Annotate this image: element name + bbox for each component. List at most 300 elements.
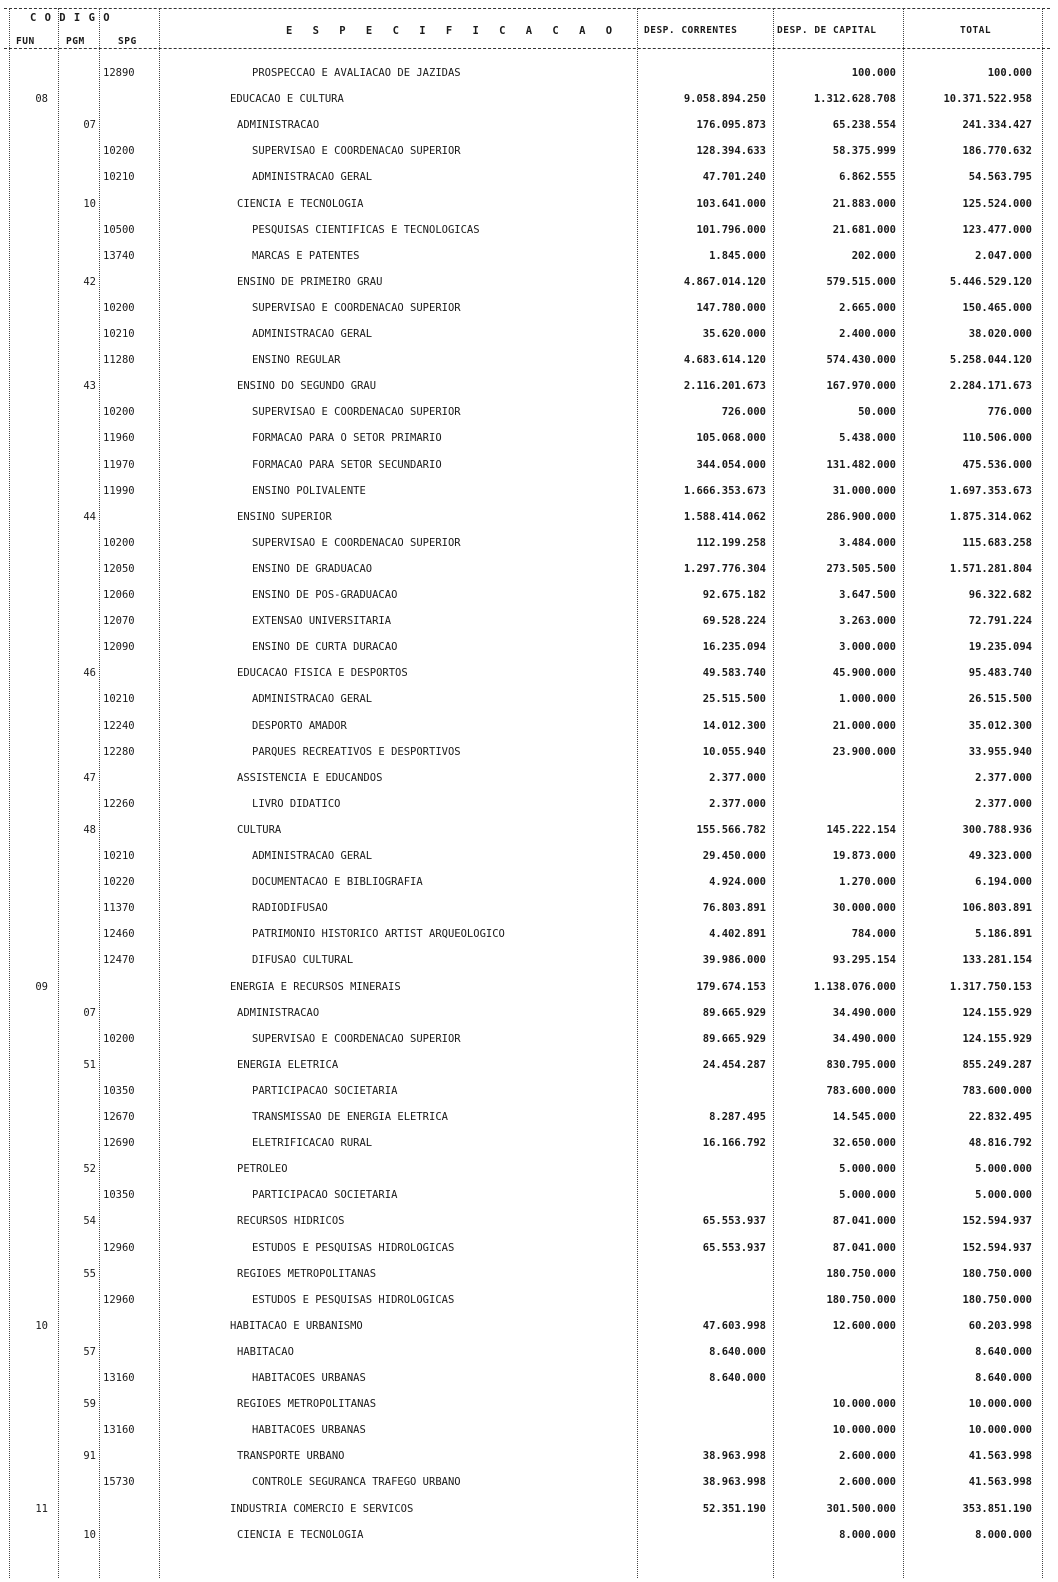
current-expenses: 1.297.776.304	[683, 563, 766, 575]
table-row	[0, 118, 1058, 132]
specification: ADMINISTRACAO	[237, 119, 320, 131]
capital-expenses: 50.000	[858, 406, 896, 418]
specification: PATRIMONIO HISTORICO ARTIST ARQUEOLOGICO	[252, 928, 505, 940]
capital-expenses: 34.490.000	[832, 1007, 896, 1019]
capital-expenses: 5.000.000	[839, 1189, 896, 1201]
capital-expenses: 3.647.500	[839, 589, 896, 601]
specification: HABITACAO E URBANISMO	[230, 1320, 363, 1332]
subprogram-code: 12050	[103, 563, 135, 575]
table-row	[0, 1502, 1058, 1516]
total-value: 152.594.937	[962, 1242, 1032, 1254]
total-value: 48.816.792	[968, 1137, 1032, 1149]
capital-expenses: 273.505.500	[826, 563, 896, 575]
capital-expenses: 6.862.555	[839, 171, 896, 183]
total-value: 133.281.154	[962, 954, 1032, 966]
capital-expenses: 202.000	[851, 250, 896, 262]
subprogram-code: 10200	[103, 1033, 135, 1045]
specification: RADIODIFUSAO	[252, 902, 328, 914]
specification: ENSINO DE CURTA DURACAO	[252, 641, 398, 653]
table-row	[0, 1528, 1058, 1542]
subprogram-code: 12280	[103, 746, 135, 758]
current-expenses: 35.620.000	[702, 328, 766, 340]
specification: ADMINISTRACAO GERAL	[252, 328, 373, 340]
current-expenses: 65.553.937	[702, 1242, 766, 1254]
specification: ADMINISTRACAO GERAL	[252, 171, 373, 183]
specification: FORMACAO PARA SETOR SECUNDARIO	[252, 459, 442, 471]
table-row	[0, 197, 1058, 211]
current-expenses: 16.166.792	[702, 1137, 766, 1149]
subprogram-code: 11280	[103, 354, 135, 366]
table-row	[0, 745, 1058, 759]
total-value: 776.000	[987, 406, 1032, 418]
total-value: 106.803.891	[962, 902, 1032, 914]
total-value: 1.317.750.153	[949, 981, 1032, 993]
table-row	[0, 640, 1058, 654]
total-value: 54.563.795	[968, 171, 1032, 183]
total-value: 38.020.000	[968, 328, 1032, 340]
specification: SUPERVISAO E COORDENACAO SUPERIOR	[252, 1033, 461, 1045]
capital-expenses: 574.430.000	[826, 354, 896, 366]
specification: ENERGIA ELETRICA	[237, 1059, 339, 1071]
current-expenses: 8.640.000	[709, 1372, 766, 1384]
total-value: 22.832.495	[968, 1111, 1032, 1123]
table-row	[0, 458, 1058, 472]
total-value: 60.203.998	[968, 1320, 1032, 1332]
current-expenses: 8.287.495	[709, 1111, 766, 1123]
current-expenses: 47.701.240	[702, 171, 766, 183]
table-row	[0, 666, 1058, 680]
specification: CIENCIA E TECNOLOGIA	[237, 1529, 364, 1541]
capital-expenses: 10.000.000	[832, 1424, 896, 1436]
subprogram-code: 12890	[103, 67, 135, 79]
table-row	[0, 327, 1058, 341]
table-row	[0, 536, 1058, 550]
table-row	[0, 379, 1058, 393]
table-row	[0, 588, 1058, 602]
program-code: 59	[83, 1398, 96, 1410]
capital-expenses: 2.400.000	[839, 328, 896, 340]
capital-expenses: 65.238.554	[832, 119, 896, 131]
table-row	[0, 1006, 1058, 1020]
table-row	[0, 1084, 1058, 1098]
capital-expenses: 21.681.000	[832, 224, 896, 236]
capital-expenses: 3.000.000	[839, 641, 896, 653]
current-expenses: 1.845.000	[709, 250, 766, 262]
capital-expenses: 783.600.000	[826, 1085, 896, 1097]
table-row	[0, 170, 1058, 184]
specification: EXTENSAO UNIVERSITARIA	[252, 615, 392, 627]
header-total: TOTAL	[960, 25, 992, 36]
table-row	[0, 1345, 1058, 1359]
table-row	[0, 875, 1058, 889]
table-row	[0, 1110, 1058, 1124]
subprogram-code: 12060	[103, 589, 135, 601]
total-value: 152.594.937	[962, 1215, 1032, 1227]
total-value: 49.323.000	[968, 850, 1032, 862]
specification: ASSISTENCIA E EDUCANDOS	[237, 772, 383, 784]
current-expenses: 65.553.937	[702, 1215, 766, 1227]
table-row	[0, 92, 1058, 106]
program-code: 07	[83, 1007, 96, 1019]
capital-expenses: 8.000.000	[839, 1529, 896, 1541]
subprogram-code: 12690	[103, 1137, 135, 1149]
subprogram-code: 12240	[103, 720, 135, 732]
total-value: 353.851.190	[962, 1503, 1032, 1515]
capital-expenses: 1.000.000	[839, 693, 896, 705]
total-value: 123.477.000	[962, 224, 1032, 236]
current-expenses: 10.055.940	[702, 746, 766, 758]
specification: RECURSOS HIDRICOS	[237, 1215, 345, 1227]
table-row	[0, 901, 1058, 915]
total-value: 110.506.000	[962, 432, 1032, 444]
capital-expenses: 10.000.000	[832, 1398, 896, 1410]
subprogram-code: 10210	[103, 171, 135, 183]
current-expenses: 128.394.633	[696, 145, 766, 157]
total-value: 2.377.000	[975, 798, 1032, 810]
table-row	[0, 301, 1058, 315]
subprogram-code: 10210	[103, 693, 135, 705]
current-expenses: 155.566.782	[696, 824, 766, 836]
header-top-rule	[4, 8, 1050, 9]
total-value: 41.563.998	[968, 1450, 1032, 1462]
subprogram-code: 11970	[103, 459, 135, 471]
specification: SUPERVISAO E COORDENACAO SUPERIOR	[252, 302, 461, 314]
total-value: 10.000.000	[968, 1424, 1032, 1436]
subprogram-code: 12670	[103, 1111, 135, 1123]
total-value: 33.955.940	[968, 746, 1032, 758]
specification: EDUCACAO E CULTURA	[230, 93, 344, 105]
header-codigo: C O D I G O	[30, 12, 111, 24]
total-value: 41.563.998	[968, 1476, 1032, 1488]
specification: REGIOES METROPOLITANAS	[237, 1268, 377, 1280]
function-code: 11	[35, 1503, 48, 1515]
capital-expenses: 32.650.000	[832, 1137, 896, 1149]
specification: ESTUDOS E PESQUISAS HIDROLOGICAS	[252, 1294, 455, 1306]
capital-expenses: 3.484.000	[839, 537, 896, 549]
current-expenses: 76.803.891	[702, 902, 766, 914]
current-expenses: 2.377.000	[709, 798, 766, 810]
capital-expenses: 167.970.000	[826, 380, 896, 392]
specification: ADMINISTRACAO GERAL	[252, 693, 373, 705]
specification: ENERGIA E RECURSOS MINERAIS	[230, 981, 401, 993]
capital-expenses: 30.000.000	[832, 902, 896, 914]
subprogram-code: 12070	[103, 615, 135, 627]
specification: SUPERVISAO E COORDENACAO SUPERIOR	[252, 537, 461, 549]
total-value: 300.788.936	[962, 824, 1032, 836]
total-value: 1.697.353.673	[949, 485, 1032, 497]
table-row	[0, 223, 1058, 237]
current-expenses: 24.454.287	[702, 1059, 766, 1071]
subprogram-code: 10210	[103, 328, 135, 340]
column-rule	[9, 8, 10, 1578]
table-row	[0, 405, 1058, 419]
specification: SUPERVISAO E COORDENACAO SUPERIOR	[252, 145, 461, 157]
current-expenses: 39.986.000	[702, 954, 766, 966]
total-value: 10.000.000	[968, 1398, 1032, 1410]
table-row	[0, 1371, 1058, 1385]
capital-expenses: 579.515.000	[826, 276, 896, 288]
capital-expenses: 180.750.000	[826, 1268, 896, 1280]
capital-expenses: 87.041.000	[832, 1215, 896, 1227]
current-expenses: 147.780.000	[696, 302, 766, 314]
program-code: 52	[83, 1163, 96, 1175]
capital-expenses: 180.750.000	[826, 1294, 896, 1306]
specification: TRANSPORTE URBANO	[237, 1450, 345, 1462]
total-value: 5.258.044.120	[949, 354, 1032, 366]
capital-expenses: 34.490.000	[832, 1033, 896, 1045]
table-row	[0, 823, 1058, 837]
table-row	[0, 1319, 1058, 1333]
capital-expenses: 87.041.000	[832, 1242, 896, 1254]
specification: DOCUMENTACAO E BIBLIOGRAFIA	[252, 876, 423, 888]
current-expenses: 2.116.201.673	[683, 380, 766, 392]
table-row	[0, 614, 1058, 628]
table-row	[0, 1293, 1058, 1307]
subprogram-code: 13740	[103, 250, 135, 262]
current-expenses: 112.199.258	[696, 537, 766, 549]
current-expenses: 16.235.094	[702, 641, 766, 653]
total-value: 241.334.427	[962, 119, 1032, 131]
header-especificacao: E S P E C I F I C A C A O	[286, 25, 620, 37]
column-rule	[99, 8, 100, 1578]
specification: TRANSMISSAO DE ENERGIA ELETRICA	[252, 1111, 448, 1123]
subprogram-code: 12470	[103, 954, 135, 966]
table-row	[0, 719, 1058, 733]
specification: HABITACOES URBANAS	[252, 1372, 366, 1384]
subprogram-code: 10220	[103, 876, 135, 888]
specification: HABITACAO	[237, 1346, 294, 1358]
current-expenses: 4.924.000	[709, 876, 766, 888]
subprogram-code: 10200	[103, 406, 135, 418]
subprogram-code: 10500	[103, 224, 135, 236]
program-code: 10	[83, 1529, 96, 1541]
current-expenses: 69.528.224	[702, 615, 766, 627]
table-row	[0, 980, 1058, 994]
table-row	[0, 249, 1058, 263]
table-row	[0, 953, 1058, 967]
specification: LIVRO DIDATICO	[252, 798, 341, 810]
current-expenses: 2.377.000	[709, 772, 766, 784]
total-value: 8.640.000	[975, 1372, 1032, 1384]
function-code: 10	[35, 1320, 48, 1332]
table-row	[0, 353, 1058, 367]
specification: PETROLEO	[237, 1163, 288, 1175]
header-spg: SPG	[118, 36, 137, 47]
current-expenses: 101.796.000	[696, 224, 766, 236]
total-value: 2.047.000	[975, 250, 1032, 262]
capital-expenses: 1.312.628.708	[813, 93, 896, 105]
specification: INDUSTRIA COMERCIO E SERVICOS	[230, 1503, 414, 1515]
current-expenses: 179.674.153	[696, 981, 766, 993]
column-rule	[903, 8, 904, 1578]
subprogram-code: 10200	[103, 537, 135, 549]
current-expenses: 4.683.614.120	[683, 354, 766, 366]
header-desp-capital: DESP. DE CAPITAL	[777, 25, 877, 36]
header-pgm: PGM	[66, 36, 85, 47]
program-code: 55	[83, 1268, 96, 1280]
function-code: 08	[35, 93, 48, 105]
specification: PROSPECCAO E AVALIACAO DE JAZIDAS	[252, 67, 461, 79]
total-value: 6.194.000	[975, 876, 1032, 888]
table-row	[0, 66, 1058, 80]
total-value: 5.446.529.120	[949, 276, 1032, 288]
total-value: 100.000	[987, 67, 1032, 79]
subprogram-code: 12260	[103, 798, 135, 810]
current-expenses: 47.603.998	[702, 1320, 766, 1332]
capital-expenses: 1.270.000	[839, 876, 896, 888]
program-code: 51	[83, 1059, 96, 1071]
subprogram-code: 11960	[103, 432, 135, 444]
capital-expenses: 3.263.000	[839, 615, 896, 627]
table-row	[0, 510, 1058, 524]
table-row	[0, 431, 1058, 445]
specification: MARCAS E PATENTES	[252, 250, 360, 262]
table-row	[0, 1423, 1058, 1437]
capital-expenses: 14.545.000	[832, 1111, 896, 1123]
total-value: 186.770.632	[962, 145, 1032, 157]
specification: ENSINO DE POS-GRADUACAO	[252, 589, 398, 601]
current-expenses: 38.963.998	[702, 1476, 766, 1488]
current-expenses: 14.012.300	[702, 720, 766, 732]
current-expenses: 29.450.000	[702, 850, 766, 862]
current-expenses: 1.588.414.062	[683, 511, 766, 523]
capital-expenses: 100.000	[851, 67, 896, 79]
subprogram-code: 15730	[103, 1476, 135, 1488]
current-expenses: 4.402.891	[709, 928, 766, 940]
total-value: 2.284.171.673	[949, 380, 1032, 392]
specification: CIENCIA E TECNOLOGIA	[237, 198, 364, 210]
current-expenses: 726.000	[721, 406, 766, 418]
program-code: 10	[83, 198, 96, 210]
current-expenses: 38.963.998	[702, 1450, 766, 1462]
program-code: 91	[83, 1450, 96, 1462]
specification: DIFUSAO CULTURAL	[252, 954, 354, 966]
table-row	[0, 1214, 1058, 1228]
capital-expenses: 2.600.000	[839, 1450, 896, 1462]
capital-expenses: 31.000.000	[832, 485, 896, 497]
specification: PESQUISAS CIENTIFICAS E TECNOLOGICAS	[252, 224, 480, 236]
total-value: 180.750.000	[962, 1268, 1032, 1280]
table-row	[0, 1475, 1058, 1489]
current-expenses: 1.666.353.673	[683, 485, 766, 497]
total-value: 5.000.000	[975, 1163, 1032, 1175]
specification: ELETRIFICACAO RURAL	[252, 1137, 373, 1149]
total-value: 125.524.000	[962, 198, 1032, 210]
table-row	[0, 692, 1058, 706]
table-row	[0, 1449, 1058, 1463]
subprogram-code: 12960	[103, 1242, 135, 1254]
current-expenses: 52.351.190	[702, 1503, 766, 1515]
total-value: 95.483.740	[968, 667, 1032, 679]
subprogram-code: 10200	[103, 145, 135, 157]
current-expenses: 9.058.894.250	[683, 93, 766, 105]
current-expenses: 103.641.000	[696, 198, 766, 210]
total-value: 2.377.000	[975, 772, 1032, 784]
header-desp-correntes: DESP. CORRENTES	[644, 25, 738, 36]
table-row	[0, 1188, 1058, 1202]
total-value: 26.515.500	[968, 693, 1032, 705]
total-value: 783.600.000	[962, 1085, 1032, 1097]
total-value: 35.012.300	[968, 720, 1032, 732]
table-row	[0, 1267, 1058, 1281]
total-value: 124.155.929	[962, 1033, 1032, 1045]
capital-expenses: 301.500.000	[826, 1503, 896, 1515]
current-expenses: 344.054.000	[696, 459, 766, 471]
capital-expenses: 1.138.076.000	[813, 981, 896, 993]
table-row	[0, 1162, 1058, 1176]
specification: ADMINISTRACAO	[237, 1007, 320, 1019]
specification: ENSINO REGULAR	[252, 354, 341, 366]
current-expenses: 89.665.929	[702, 1033, 766, 1045]
table-row	[0, 1241, 1058, 1255]
capital-expenses: 21.883.000	[832, 198, 896, 210]
current-expenses: 8.640.000	[709, 1346, 766, 1358]
total-value: 180.750.000	[962, 1294, 1032, 1306]
total-value: 19.235.094	[968, 641, 1032, 653]
capital-expenses: 286.900.000	[826, 511, 896, 523]
capital-expenses: 58.375.999	[832, 145, 896, 157]
table-row	[0, 144, 1058, 158]
total-value: 150.465.000	[962, 302, 1032, 314]
current-expenses: 49.583.740	[702, 667, 766, 679]
subprogram-code: 11370	[103, 902, 135, 914]
total-value: 8.000.000	[975, 1529, 1032, 1541]
table-row	[0, 275, 1058, 289]
column-rule	[159, 8, 160, 1578]
subprogram-code: 12460	[103, 928, 135, 940]
capital-expenses: 12.600.000	[832, 1320, 896, 1332]
column-rule	[637, 8, 638, 1578]
capital-expenses: 2.600.000	[839, 1476, 896, 1488]
specification: ENSINO DE PRIMEIRO GRAU	[237, 276, 383, 288]
program-code: 07	[83, 119, 96, 131]
function-code: 09	[35, 981, 48, 993]
table-row	[0, 484, 1058, 498]
subprogram-code: 10200	[103, 302, 135, 314]
capital-expenses: 131.482.000	[826, 459, 896, 471]
specification: PARQUES RECREATIVOS E DESPORTIVOS	[252, 746, 461, 758]
current-expenses: 105.068.000	[696, 432, 766, 444]
header-bottom-rule	[4, 48, 1050, 49]
column-rule	[773, 8, 774, 1578]
table-row	[0, 1058, 1058, 1072]
capital-expenses: 2.665.000	[839, 302, 896, 314]
capital-expenses: 23.900.000	[832, 746, 896, 758]
column-rule	[58, 8, 59, 1578]
total-value: 124.155.929	[962, 1007, 1032, 1019]
program-code: 44	[83, 511, 96, 523]
table-row	[0, 1032, 1058, 1046]
subprogram-code: 13160	[103, 1372, 135, 1384]
specification: HABITACOES URBANAS	[252, 1424, 366, 1436]
table-row	[0, 797, 1058, 811]
subprogram-code: 10350	[103, 1085, 135, 1097]
specification: ENSINO SUPERIOR	[237, 511, 332, 523]
current-expenses: 4.867.014.120	[683, 276, 766, 288]
total-value: 5.000.000	[975, 1189, 1032, 1201]
table-row	[0, 1397, 1058, 1411]
total-value: 115.683.258	[962, 537, 1032, 549]
column-rule	[1042, 8, 1043, 1578]
capital-expenses: 5.000.000	[839, 1163, 896, 1175]
total-value: 855.249.287	[962, 1059, 1032, 1071]
subprogram-code: 13160	[103, 1424, 135, 1436]
program-code: 43	[83, 380, 96, 392]
subprogram-code: 12960	[103, 1294, 135, 1306]
capital-expenses: 21.000.000	[832, 720, 896, 732]
current-expenses: 25.515.500	[702, 693, 766, 705]
capital-expenses: 784.000	[851, 928, 896, 940]
